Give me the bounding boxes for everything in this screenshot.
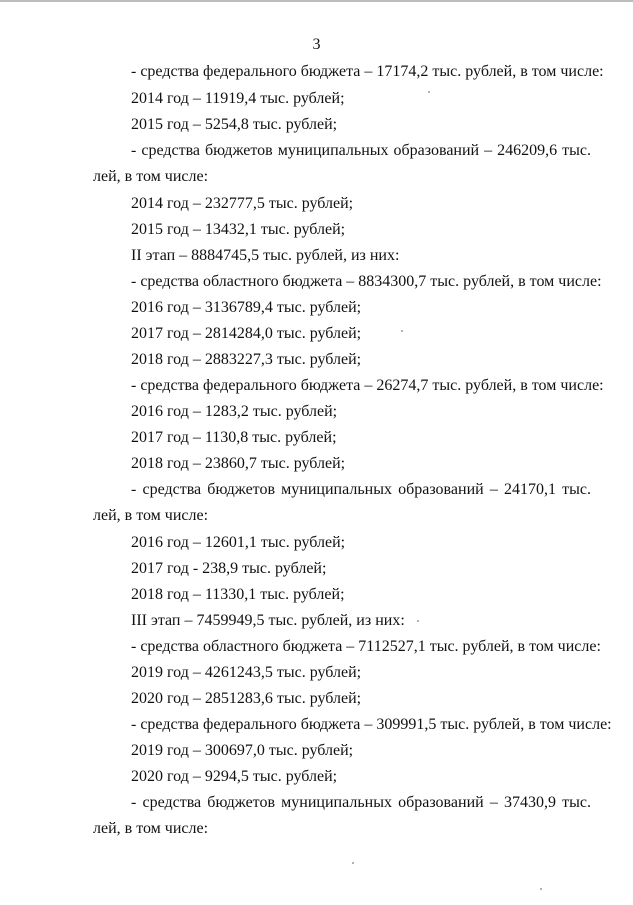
scan-speck (540, 888, 542, 890)
scan-speck (401, 330, 403, 332)
regional-budget-stage2-line: - средства областного бюджета – 8834300,7 тыс. рублей, в том числе: (131, 273, 602, 290)
scan-speck (428, 91, 430, 93)
year-2016-federal-line: 2016 год – 1283,2 тыс. рублей; (131, 403, 338, 420)
year-2020-federal-line: 2020 год – 9294,5 тыс. рублей; (131, 768, 338, 785)
year-2016-municipal-line: 2016 год – 12601,1 тыс. рублей; (131, 534, 346, 551)
year-2016-regional-line: 2016 год – 3136789,4 тыс. рублей; (131, 299, 362, 316)
year-2017-federal-line: 2017 год – 1130,8 тыс. рублей; (131, 429, 337, 446)
year-2018-regional-line: 2018 год – 2883227,3 тыс. рублей; (131, 351, 362, 368)
year-2017-regional-line: 2017 год – 2814284,0 тыс. рублей; (131, 325, 362, 342)
year-2017-municipal-line: 2017 год - 238,9 тыс. рублей; (131, 560, 327, 577)
municipal-budget-stage1-continuation: лей, в том числе: (93, 168, 209, 185)
scan-speck (352, 862, 354, 864)
year-2019-federal-line: 2019 год – 300697,0 тыс. рублей; (131, 742, 354, 759)
year-2014-municipal-line: 2014 год – 232777,5 тыс. рублей; (131, 195, 354, 212)
page-number: 3 (312, 36, 321, 53)
regional-budget-stage3-line: - средства областного бюджета – 7112527,1 тыс. рублей, в том числе: (131, 638, 601, 655)
year-2015-municipal-line: 2015 год – 13432,1 тыс. рублей; (131, 221, 346, 238)
federal-budget-stage3-line: - средства федерального бюджета – 309991,5 тыс. рублей, в том числе: (131, 716, 612, 733)
federal-budget-stage2-line: - средства федерального бюджета – 26274,7 тыс. рублей, в том числе: (131, 377, 604, 394)
year-2018-municipal-line: 2018 год – 11330,1 тыс. рублей; (131, 586, 345, 603)
stage-2-heading: II этап – 8884745,5 тыс. рублей, из них: (131, 247, 400, 264)
municipal-budget-stage2-line: - средства бюджетов муниципальных образований – 24170,1 тыс. (131, 481, 591, 498)
year-2019-regional-line: 2019 год – 4261243,5 тыс. рублей; (131, 664, 362, 681)
year-2020-regional-line: 2020 год – 2851283,6 тыс. рублей; (131, 690, 362, 707)
year-2015-federal-line: 2015 год – 5254,8 тыс. рублей; (131, 116, 338, 133)
scan-speck (417, 620, 419, 622)
stage-3-heading: III этап – 7459949,5 тыс. рублей, из них: (131, 612, 405, 629)
year-2018-federal-line: 2018 год – 23860,7 тыс. рублей; (131, 455, 346, 472)
municipal-budget-stage3-line: - средства бюджетов муниципальных образований – 37430,9 тыс. (131, 794, 591, 811)
federal-budget-stage1-line: - средства федерального бюджета – 17174,2 тыс. рублей, в том числе: (131, 63, 604, 80)
year-2014-federal-line: 2014 год – 11919,4 тыс. рублей; (131, 90, 345, 107)
page-top-edge (0, 0, 633, 2)
municipal-budget-stage2-continuation: лей, в том числе: (93, 507, 209, 524)
municipal-budget-stage1-line: - средства бюджетов муниципальных образований – 246209,6 тыс. (131, 142, 591, 159)
municipal-budget-stage3-continuation: лей, в том числе: (93, 820, 209, 837)
